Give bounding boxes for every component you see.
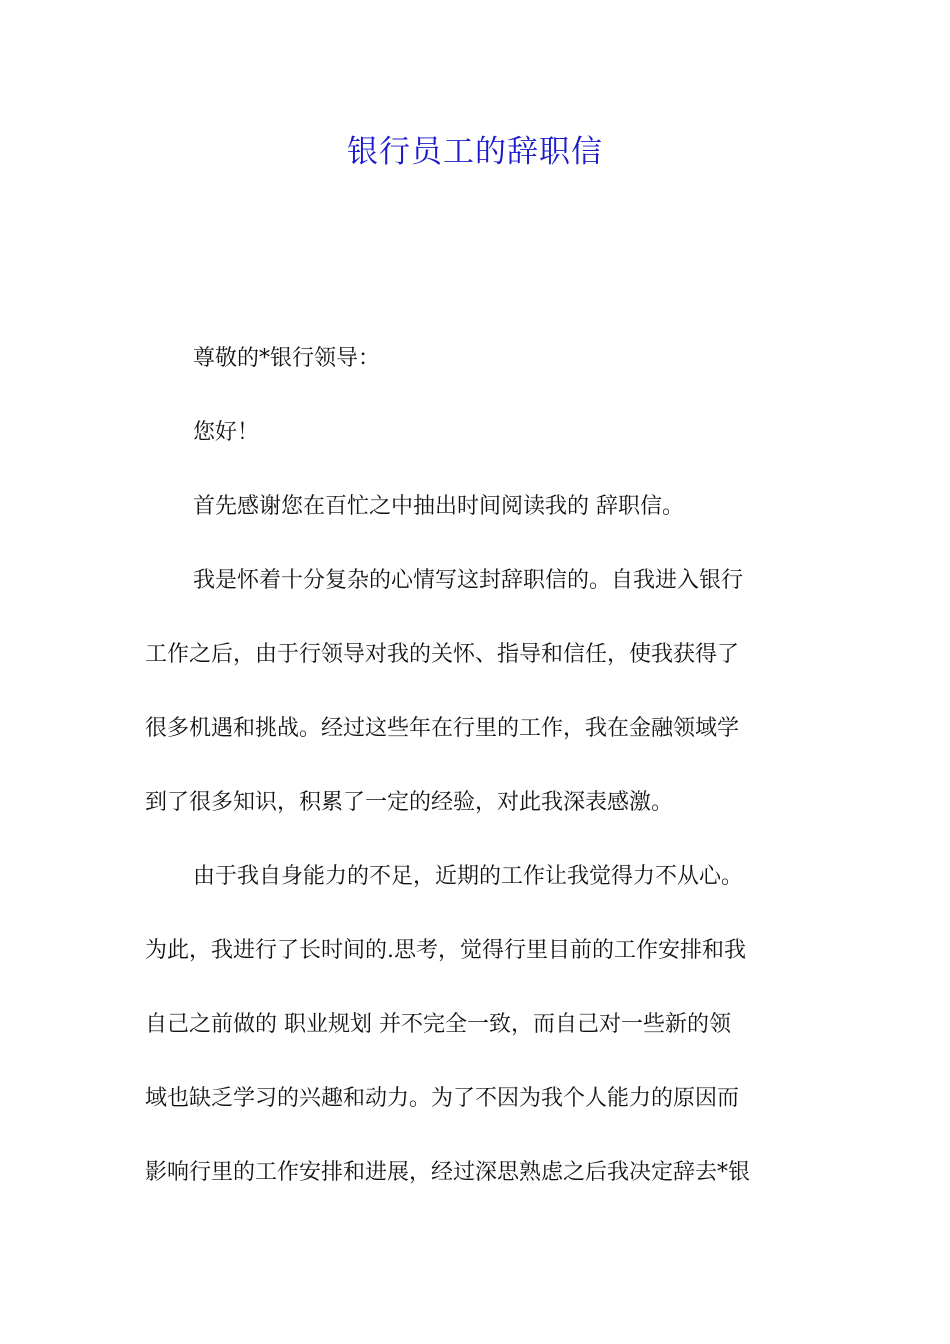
document-title: 银行员工的辞职信	[347, 134, 603, 170]
paragraph-line: 自己之前做的 职业规划 并不完全一致，而自己对一些新的领	[145, 1012, 731, 1037]
paragraph-line: 很多机遇和挑战。经过这些年在行里的工作，我在金融领域学	[145, 716, 740, 741]
paragraph-line: 首先感谢您在百忙之中抽出时间阅读我的 辞职信。	[193, 494, 684, 519]
greeting-line: 您好！	[193, 420, 260, 445]
paragraph-line: 由于我自身能力的不足，近期的工作让我觉得力不从心。	[193, 864, 744, 889]
paragraph-line: 为此，我进行了长时间的.思考，觉得行里目前的工作安排和我	[145, 938, 746, 963]
paragraph-line: 影响行里的工作安排和进展，经过深思熟虑之后我决定辞去*银	[145, 1160, 751, 1185]
letter-body	[145, 340, 805, 1228]
paragraph-line: 到了很多知识，积累了一定的经验，对此我深表感激。	[145, 790, 674, 815]
paragraph-line: 域也缺乏学习的兴趣和动力。为了不因为我个人能力的原因而	[145, 1086, 740, 1111]
paragraph-line: 工作之后，由于行领导对我的关怀、指导和信任，使我获得了	[145, 642, 740, 667]
paragraph-line: 我是怀着十分复杂的心情写这封辞职信的。自我进入银行	[193, 568, 744, 593]
salutation-line: 尊敬的*银行领导：	[193, 346, 381, 371]
